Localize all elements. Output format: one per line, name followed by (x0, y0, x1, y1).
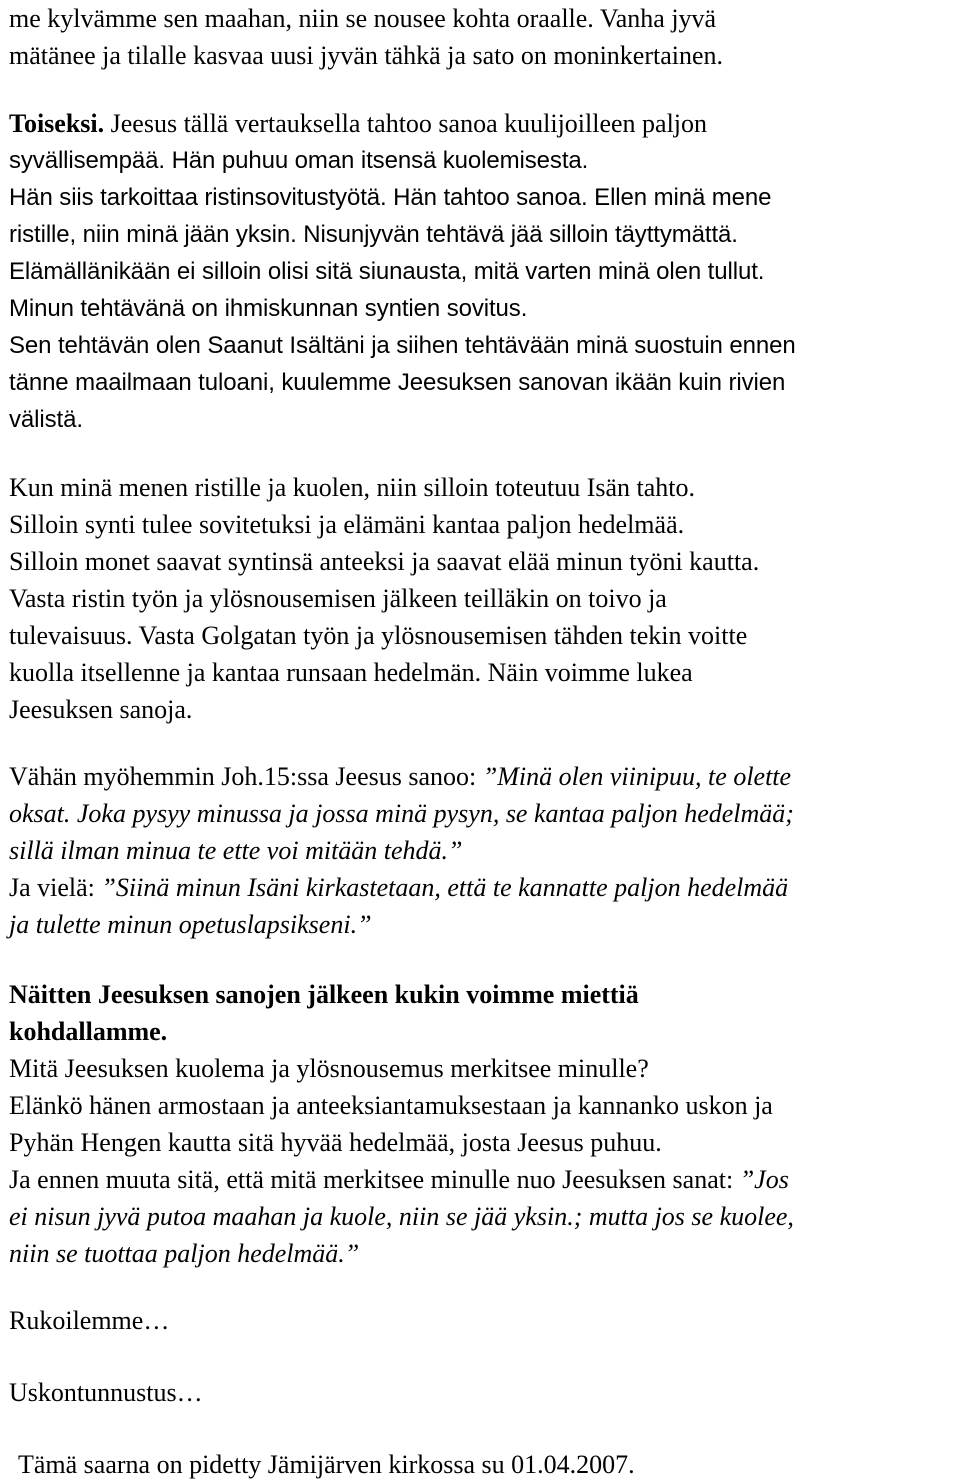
text-line: mätänee ja tilalle kasvaa uusi jyvän tähkä ja sato on moninkertainen. (9, 41, 724, 70)
text-line: Mitä Jeesuksen kuolema ja ylösnousemus merkitsee minulle? (9, 1054, 649, 1083)
cross-paragraph (9, 469, 959, 728)
text-line: Vähän myöhemmin Joh.15:ssa Jeesus sanoo: ”Minä olen viinipuu, te olette (9, 762, 792, 791)
text-line: Jeesuksen sanoja. (9, 695, 193, 724)
creed-line: Uskontunnustus… (9, 1378, 203, 1407)
quote-line: sillä ilman minua te ette voi mitään tehdä.” (9, 836, 463, 865)
text-line: Elämällänikään ei silloin olisi sitä siunausta, mitä varten minä olen tullut. (9, 258, 765, 285)
text-line: tulevaisuus. Vasta Golgatan työn ja ylösnousemisen tähden tekin voitte (9, 621, 748, 650)
text-line: Ja ennen muuta sitä, että mitä merkitsee minulle nuo Jeesuksen sanat: ”Jos (9, 1165, 789, 1194)
section-label: Toiseksi. (9, 109, 105, 138)
quote-text: ”Siinä minun Isäni kirkastetaan, että te kannatte paljon hedelmää (101, 873, 789, 902)
text-line: ristille, niin minä jään yksin. Nisunjyvän tehtävä jää silloin täyttymättä. (9, 221, 738, 248)
text-line: kuolla itsellenne ja kantaa runsaan hedelmän. Näin voimme lukea (9, 658, 693, 687)
text-line: Minun tehtävänä on ihmiskunnan syntien sovitus. (9, 295, 528, 322)
reflection-heading: Näitten Jeesuksen sanojen jälkeen kukin voimme miettiä (9, 980, 639, 1009)
text-line: Pyhän Hengen kautta sitä hyvää hedelmää, josta Jeesus puhuu. (9, 1128, 662, 1157)
text-line: Hän siis tarkoittaa ristinsovitustyötä. Hän tahtoo sanoa. Ellen minä mene (9, 184, 772, 211)
john-paragraph (9, 758, 959, 943)
quote-text: ”Minä olen viinipuu, te olette (482, 762, 792, 791)
text-line: Toiseksi. Jeesus tällä vertauksella tahtoo sanoa kuulijoilleen paljon (9, 109, 708, 138)
reflection-paragraph (9, 976, 959, 1272)
quote-line: oksat. Joka pysyy minussa ja jossa minä pysyn, se kantaa paljon hedelmää; (9, 799, 794, 828)
text-line: syvällisempää. Hän puhuu oman itsensä kuolemisesta. (9, 147, 589, 174)
reflection-heading: kohdallamme. (9, 1017, 168, 1046)
quote-line: ei nisun jyvä putoa maahan ja kuole, niin se jää yksin.; mutta jos se kuolee, (9, 1202, 794, 1231)
text-line: Kun minä menen ristille ja kuolen, niin silloin toteutuu Isän tahto. (9, 473, 696, 502)
prayer-line: Rukoilemme… (9, 1306, 170, 1335)
text-line: Elänkö hänen armostaan ja anteeksiantamuksestaan ja kannanko uskon ja (9, 1091, 773, 1120)
quote-line: niin se tuottaa paljon hedelmää.” (9, 1239, 360, 1268)
text-line: Sen tehtävän olen Saanut Isältäni ja siihen tehtävään minä suostuin ennen (9, 332, 796, 359)
text-line: Ja vielä: ”Siinä minun Isäni kirkastetaan, että te kannatte paljon hedelmää (9, 873, 789, 902)
intro-paragraph (9, 0, 959, 74)
text-line: Vasta ristin työn ja ylösnousemisen jälkeen teilläkin on toivo ja (9, 584, 667, 613)
text-line: Silloin monet saavat syntinsä anteeksi ja saavat elää minun työni kautta. (9, 547, 760, 576)
text-line: välistä. (9, 406, 83, 433)
quote-text: ”Jos (739, 1165, 789, 1194)
second-point-paragraph (9, 105, 959, 438)
text-line: tänne maailmaan tuloani, kuulemme Jeesuksen sanovan ikään kuin rivien (9, 369, 786, 396)
text-line: Silloin synti tulee sovitetuksi ja elämäni kantaa paljon hedelmää. (9, 510, 685, 539)
quote-line: ja tulette minun opetuslapsikseni.” (9, 910, 372, 939)
footer-note: Tämä saarna on pidetty Jämijärven kirkossa su 01.04.2007. (18, 1450, 635, 1479)
text-line: me kylvämme sen maahan, niin se nousee kohta oraalle. Vanha jyvä (9, 4, 717, 33)
